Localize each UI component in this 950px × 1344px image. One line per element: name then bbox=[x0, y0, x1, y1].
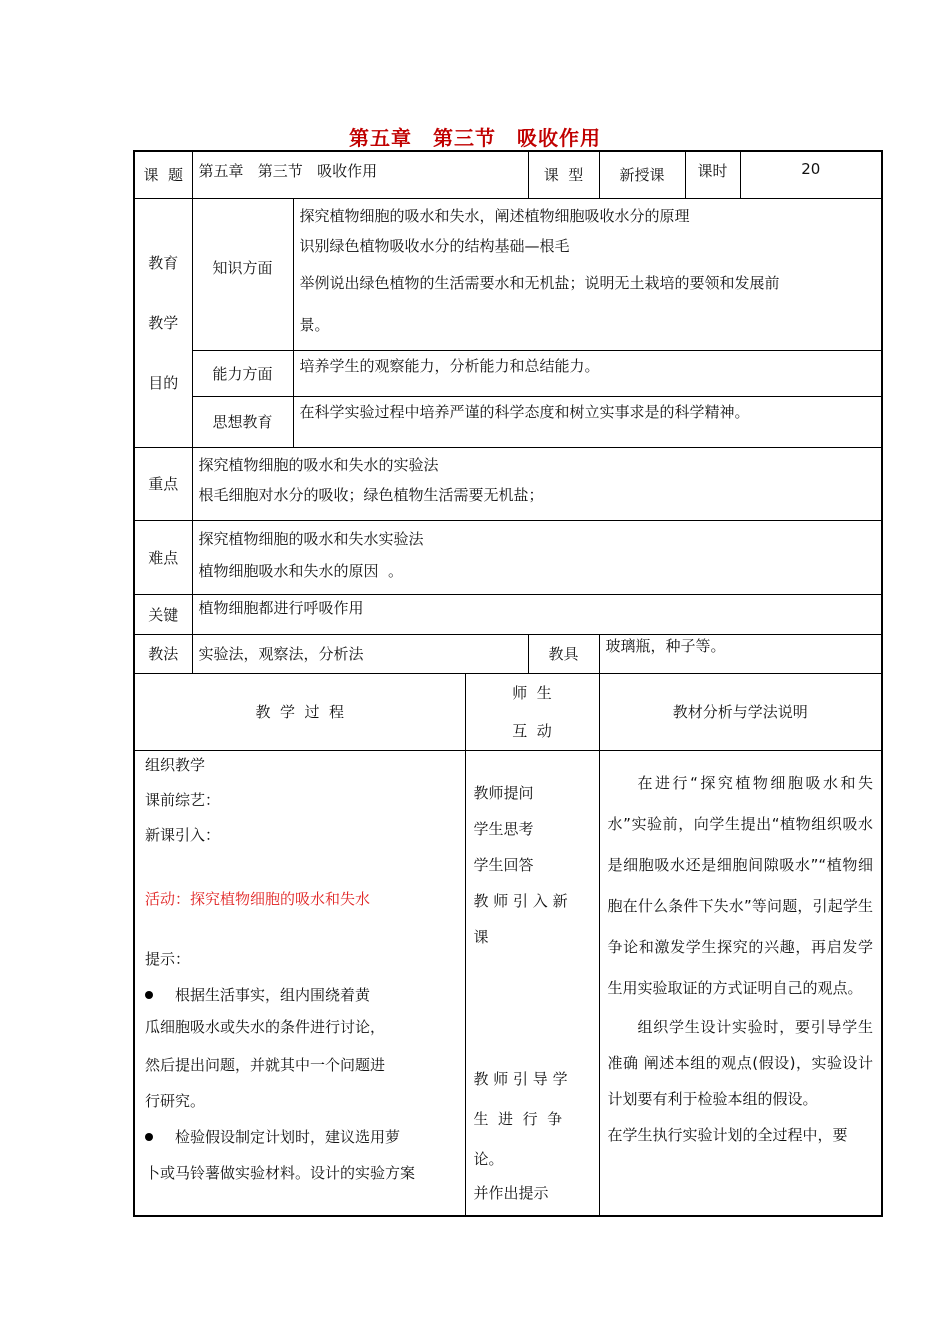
interaction-line: 生 进 行 争 bbox=[473, 1109, 563, 1128]
knowledge-line: 识别绿色植物吸收水分的结构基础—根毛 bbox=[299, 236, 570, 255]
interaction-line: 教师提问 bbox=[473, 783, 534, 802]
interaction-line: 教 师 引 入 新 bbox=[473, 891, 568, 910]
process-left-line: 课前综艺： bbox=[145, 790, 221, 809]
key-points-label: 重点 bbox=[134, 447, 192, 520]
process-left-line: 组织教学 bbox=[145, 755, 206, 774]
interaction-line: 学生思考 bbox=[473, 819, 534, 838]
ability-label: 能力方面 bbox=[192, 350, 293, 396]
thought-label: 思想教育 bbox=[192, 396, 293, 447]
process-header-col2-line: 互 动 bbox=[512, 721, 552, 740]
type-value: 新授课 bbox=[599, 151, 685, 198]
knowledge-label: 知识方面 bbox=[192, 198, 293, 350]
ability-content: 培养学生的观察能力，分析能力和总结能力。 bbox=[293, 350, 882, 396]
bullet-line: 然后提出问题，并就其中一个问题进 bbox=[145, 1055, 386, 1074]
bullet-line: 检验假设制定计划时，建议选用萝 bbox=[175, 1127, 401, 1146]
process-header-col1: 教 学 过 程 bbox=[134, 673, 465, 750]
activity-title: 活动：探究植物细胞的吸水和失水 bbox=[145, 889, 371, 908]
process-left-line: 新课引入： bbox=[145, 825, 221, 844]
method-content: 实验法，观察法，分析法 bbox=[192, 634, 528, 673]
knowledge-content bbox=[293, 198, 882, 350]
bullet-line: 卜或马铃薯做实验材料。设计的实验方案 bbox=[145, 1163, 416, 1182]
hint-bullet-1 bbox=[145, 983, 459, 1119]
interaction-line: 并作出提示 bbox=[473, 1183, 549, 1202]
knowledge-line: 景。 bbox=[299, 315, 330, 334]
difficulties-content bbox=[192, 520, 882, 594]
hint-label: 提示： bbox=[145, 949, 191, 968]
key-points-content bbox=[192, 447, 882, 520]
difficulties-line: 探究植物细胞的吸水和失水实验法 bbox=[198, 529, 424, 548]
goals-label-line: 教育 bbox=[148, 253, 179, 272]
tools-label: 教具 bbox=[528, 634, 599, 673]
key-label: 关键 bbox=[134, 594, 192, 634]
process-header-col2-line: 师 生 bbox=[512, 683, 552, 702]
bullet-line: 根据生活事实，组内围绕着黄 bbox=[175, 985, 371, 1004]
difficulties-line: 植物细胞吸水和失水的原因 。 bbox=[198, 561, 404, 580]
topic-label: 课 题 bbox=[134, 151, 192, 198]
interaction-line: 论。 bbox=[473, 1149, 504, 1168]
document-title: 第五章 第三节 吸收作用 bbox=[349, 126, 601, 150]
goals-label bbox=[134, 198, 192, 447]
thought-content: 在科学实验过程中培养严谨的科学态度和树立实事求是的科学精神。 bbox=[293, 396, 882, 447]
analysis-paragraph: 在进行“探究植物细胞吸水和失水”实验前，向学生提出“植物组织吸水是细胞吸水还是细胞间隙吸水”“植物细胞在什么条件下失水”等问题，引起学生争论和激发学生探究的兴趣，再启发学生用实验取证的方式证明自己的观点。 bbox=[607, 773, 874, 997]
interaction-line: 学生回答 bbox=[473, 855, 534, 874]
process-left-column bbox=[134, 750, 465, 1216]
key-points-line: 探究植物细胞的吸水和失水的实验法 bbox=[198, 455, 439, 474]
hours-value: 20 bbox=[740, 151, 882, 198]
topic-value: 第五章 第三节 吸收作用 bbox=[192, 151, 528, 198]
process-header-col3: 教材分析与学法说明 bbox=[599, 673, 882, 750]
process-header-col2 bbox=[465, 673, 599, 750]
goals-label-line: 目的 bbox=[148, 373, 179, 392]
interaction-line: 教 师 引 导 学 bbox=[473, 1069, 568, 1088]
tools-content: 玻璃瓶，种子等。 bbox=[599, 634, 882, 673]
process-right-column bbox=[599, 750, 882, 1216]
key-points-line: 根毛细胞对水分的吸收；绿色植物生活需要无机盐； bbox=[198, 485, 544, 504]
analysis-paragraph: 组织学生设计实验时，要引导学生准确 阐述本组的观点(假设)，实验设计计划要有利于检验本组的假设。 bbox=[607, 1017, 874, 1108]
goals-label-line: 教学 bbox=[148, 313, 179, 332]
bullet-icon bbox=[145, 991, 153, 999]
interaction-line: 课 bbox=[473, 927, 489, 946]
lesson-plan-table bbox=[133, 150, 883, 1217]
bullet-icon bbox=[145, 1133, 153, 1141]
process-middle-column bbox=[465, 750, 599, 1216]
method-label: 教法 bbox=[134, 634, 192, 673]
hours-label: 课时 bbox=[685, 151, 740, 198]
knowledge-line: 探究植物细胞的吸水和失水，阐述植物细胞吸收水分的原理 bbox=[299, 206, 690, 225]
bullet-line: 行研究。 bbox=[145, 1091, 206, 1110]
difficulties-label: 难点 bbox=[134, 520, 192, 594]
bullet-line: 瓜细胞吸水或失水的条件进行讨论， bbox=[145, 1017, 386, 1036]
knowledge-line: 举例说出绿色植物的生活需要水和无机盐；说明无土栽培的要领和发展前 bbox=[299, 273, 780, 292]
hint-bullet-2 bbox=[145, 1119, 459, 1191]
key-content: 植物细胞都进行呼吸作用 bbox=[192, 594, 882, 634]
analysis-paragraph: 在学生执行实验计划的全过程中，要 bbox=[607, 1125, 848, 1144]
type-label: 课 型 bbox=[528, 151, 599, 198]
